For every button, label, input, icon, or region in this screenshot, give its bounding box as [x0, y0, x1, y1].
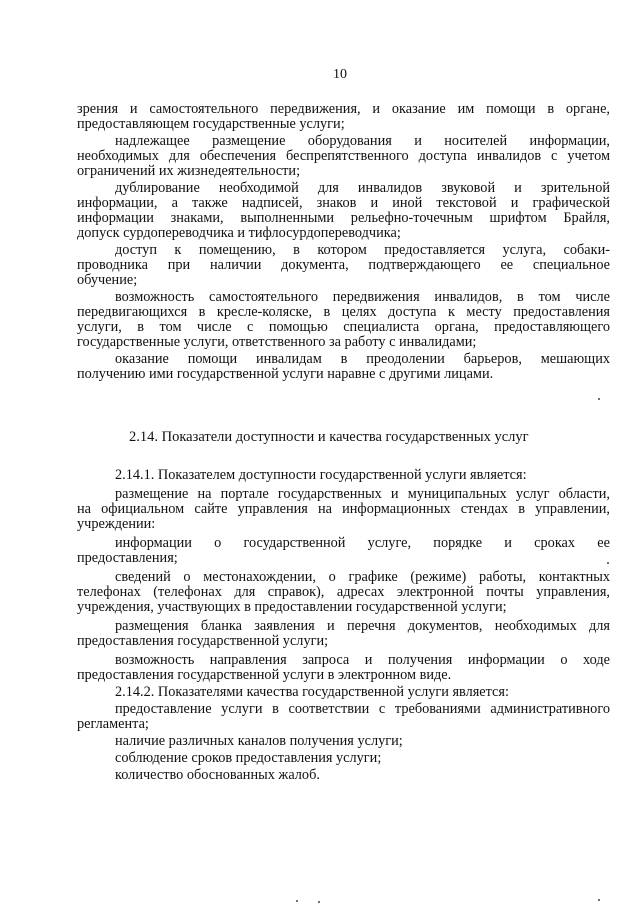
text-line: информации знаками, выполненными рельефно-точечным шрифтом Брайля, — [77, 210, 610, 226]
text-line: оказание помощи инвалидам в преодолении барьеров, мешающих — [115, 351, 610, 367]
text-line: размещения бланка заявления и перечня документов, необходимых для — [115, 618, 610, 634]
text-line: зрения и самостоятельного передвижения, и оказание им помощи в органе, — [77, 101, 610, 117]
text-line: предоставления государственной услуги в электронном виде. — [77, 667, 452, 683]
scan-speck — [598, 899, 600, 901]
text-line: учреждении: — [77, 516, 156, 532]
accessibility-provisions-text — [77, 102, 610, 382]
text-line: предоставления; — [77, 550, 178, 566]
text-line: дублирование необходимой для инвалидов звуковой и зрительной — [115, 180, 610, 196]
text-line: количество обоснованных жалоб. — [115, 767, 320, 783]
text-line: необходимых для обеспечения беспрепятственного доступа инвалидов с учетом — [77, 148, 610, 164]
text-line: на официальном сайте управления на информационных стендах в управлении, — [77, 501, 610, 517]
text-line: предоставления государственной услуги; — [77, 633, 329, 649]
text-line: проводника при наличии документа, подтверждающего ее специальное — [77, 257, 610, 273]
text-line: 2.14.1. Показателем доступности государственной услуги является: — [115, 467, 527, 483]
scan-speck — [598, 398, 600, 400]
text-line: сведений о местонахождении, о графике (режиме) работы, контактных — [115, 569, 610, 585]
text-line: телефонах (телефонах для справок), адресах электронной почты управления, — [77, 584, 610, 600]
section-heading: 2.14. Показатели доступности и качества государственных услуг — [129, 429, 529, 445]
text-line: услуги, в том числе с помощью специалиста органа, предоставляющего — [77, 319, 610, 335]
text-line: обучение; — [77, 272, 138, 288]
text-line: наличие различных каналов получения услуги; — [115, 733, 403, 749]
scan-speck — [318, 901, 320, 903]
text-line: возможность направления запроса и получения информации о ходе — [115, 652, 610, 668]
text-line: возможность самостоятельного передвижения инвалидов, в том числе — [115, 289, 610, 305]
text-line: ограничений их жизнедеятельности; — [77, 163, 301, 179]
text-line: допуск сурдопереводчика и тифлосурдопереводчика; — [77, 225, 401, 241]
text-line: размещение на портале государственных и муниципальных услуг области, — [115, 486, 610, 502]
text-line: получению ими государственной услуги наравне с другими лицами. — [77, 366, 494, 382]
text-line: соблюдение сроков предоставления услуги; — [115, 750, 382, 766]
text-line: 2.14.2. Показателями качества государственной услуги является: — [115, 684, 509, 700]
text-line: учреждения, участвующих в предоставлении государственной услуги; — [77, 599, 507, 615]
scan-speck — [607, 562, 609, 564]
text-line: передвигающихся в кресле-коляске, в целях доступа к месту предоставления — [77, 304, 610, 320]
text-line: доступ к помещению, в котором предоставляется услуга, собаки- — [115, 242, 610, 258]
text-line: информации, а также надписей, знаков и иной текстовой и графической — [77, 195, 610, 211]
text-line: предоставление услуги в соответствии с требованиями административного — [115, 701, 610, 717]
text-line: государственные услуги, ответственного за работу с инвалидами; — [77, 334, 477, 350]
indicators-text — [77, 468, 610, 783]
page-number: 10 — [333, 67, 347, 82]
text-line: регламента; — [77, 716, 149, 732]
text-line: информации о государственной услуге, порядке и сроках ее — [115, 535, 610, 551]
text-line: надлежащее размещение оборудования и носителей информации, — [115, 133, 610, 149]
text-line: предоставляющем государственные услуги; — [77, 116, 345, 132]
scan-speck — [296, 900, 298, 902]
